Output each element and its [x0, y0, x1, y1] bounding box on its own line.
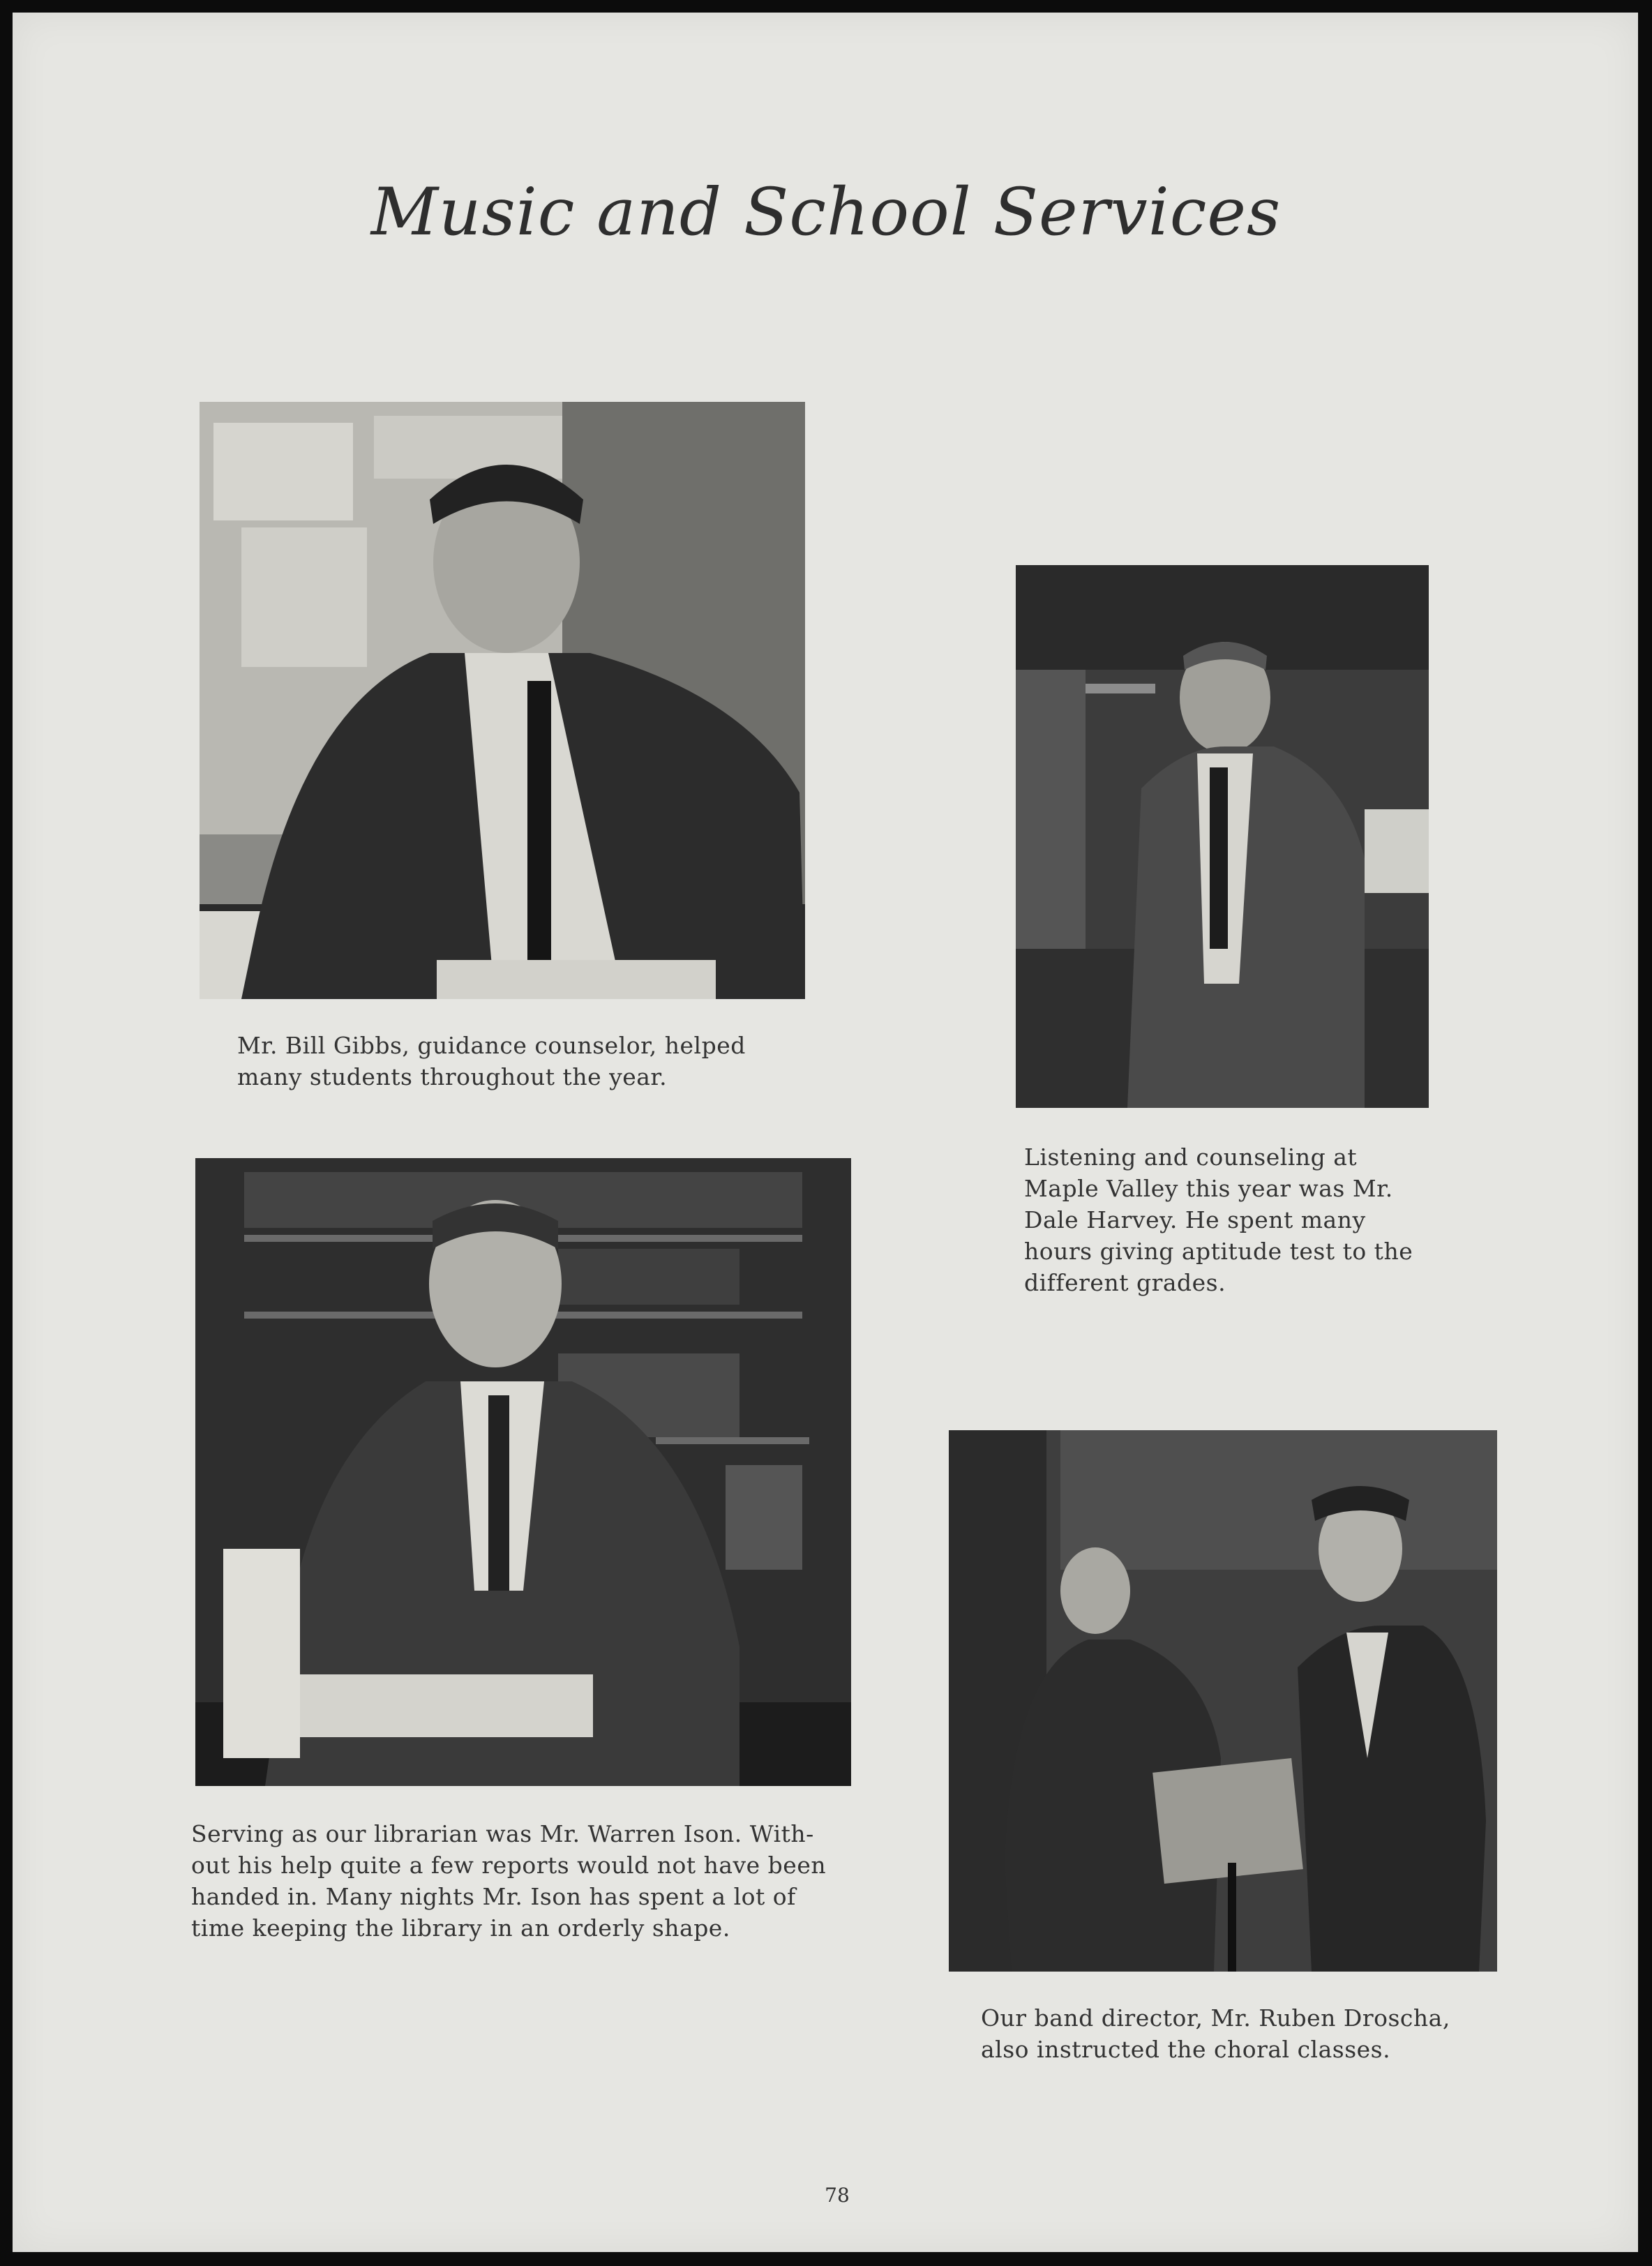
caption-bill-gibbs: Mr. Bill Gibbs, guidance counselor, helped many students throughout the year.	[237, 1032, 746, 1090]
caption-dale-harvey: Listening and counseling at Maple Valley this year was Mr. Dale Harvey. He spent many hours giving aptitude test to the different grades.	[1024, 1143, 1413, 1296]
caption-warren-ison: Serving as our librarian was Mr. Warren Ison. With- out his help quite a few reports would not have been handed in. Many nights Mr. Ison has spent a lot of time keeping the library in an orderly shape.	[191, 1820, 827, 1942]
caption-ruben-droscha: Our band director, Mr. Ruben Droscha, also instructed the choral classes.	[981, 2004, 1450, 2063]
photo-warren-ison	[195, 1158, 851, 1786]
page-number: 78	[825, 2184, 850, 2207]
photo-bill-gibbs	[200, 402, 805, 999]
photo-dale-harvey	[1016, 565, 1429, 1108]
page-title: Music and School Services	[370, 174, 1282, 250]
photo-ruben-droscha	[949, 1430, 1497, 1972]
